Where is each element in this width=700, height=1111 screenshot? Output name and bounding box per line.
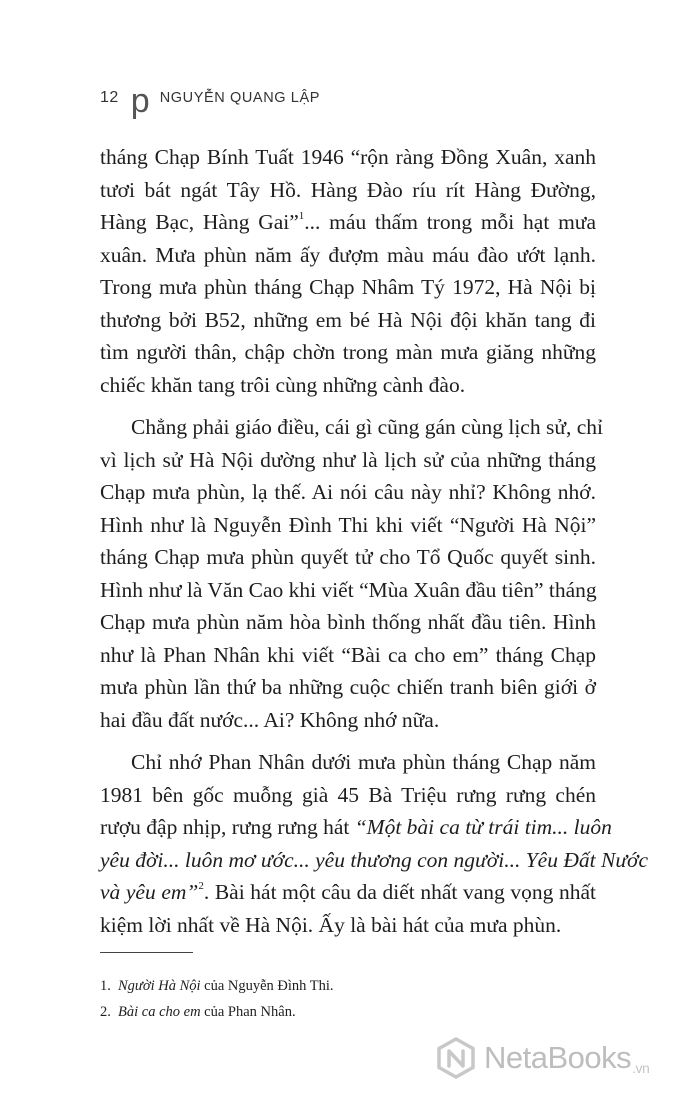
netabooks-logo-icon (434, 1036, 478, 1080)
text-line: 1981 bên gốc muỗng già 45 Bà Triệu rưng rưng chén (100, 782, 596, 807)
text-line (100, 844, 649, 877)
text-run: Hàng Bạc, Hàng Gai” (100, 210, 299, 234)
footnote-1 (100, 973, 596, 999)
text-run: . Bài hát một câu da diết nhất vang vọng nhất (203, 880, 596, 904)
footnote-number: 1. (100, 978, 111, 994)
text-line: Trong mưa phùn tháng Chạp Nhâm Tý 1972, Hà Nội bị (100, 275, 596, 299)
text-line: Hình như là Nguyễn Đình Thi khi viết “Người Hà Nội” (100, 512, 596, 537)
footnote-ref-2[interactable]: 2 (198, 879, 204, 892)
watermark-suffix: .vn (632, 1060, 650, 1076)
text-line: Chạp mưa phùn năm hòa bình thống nhất đầu tiên. Hình (100, 610, 596, 634)
text-line: Chạp mưa phùn, lạ thế. Ai nói câu này nhỉ? Không nhớ. (100, 480, 596, 504)
text-line: tháng Chạp Bính Tuất 1946 “rộn ràng Đồng Xuân, xanh (100, 145, 596, 169)
watermark (434, 1036, 649, 1080)
text-line: Hình như là Văn Cao khi viết “Mùa Xuân đầu tiên” tháng (100, 577, 597, 602)
paragraph-2 (100, 411, 603, 736)
text-line: tháng Chạp mưa phùn quyết tử cho Tổ Quốc quyết sinh. (100, 545, 596, 569)
footnote-text: của Nguyễn Đình Thi. (200, 978, 334, 994)
text-line: Chỉ nhớ Phan Nhân dưới mưa phùn tháng Chạp năm (131, 750, 596, 774)
text-run: ... máu thấm trong mỗi hạt mưa (304, 210, 596, 234)
text-line: thương bởi B52, những em bé Hà Nội đội khăn tang đi (100, 307, 596, 332)
footnotes (100, 973, 596, 1025)
text-line: chiếc khăn tang trôi cùng những cành đào. (100, 372, 466, 397)
footnote-ref-1[interactable]: 1 (298, 209, 305, 222)
song-quote: “Một bài ca từ trái tim... luôn (354, 815, 612, 839)
text-line: xuân. Mưa phùn năm ấy đượm màu máu đào ướt lạnh. (100, 242, 596, 267)
text-run: rượu đập nhịp, rưng rưng hát (100, 815, 355, 839)
page-number: 12 (100, 89, 119, 106)
text-line (100, 206, 596, 239)
running-head (100, 78, 320, 118)
text-line: tìm người thân, chập chờn trong màn mưa giăng những (100, 340, 596, 364)
text-line (100, 811, 612, 844)
song-quote: và yêu em” (100, 880, 199, 904)
footnote-2 (100, 999, 596, 1025)
paragraph-1 (100, 141, 596, 401)
header-author: NGUYỄN QUANG LẬP (159, 90, 320, 106)
paragraph-3 (100, 746, 649, 941)
watermark-brand: NetaBooks (484, 1040, 632, 1075)
text-line: kiệm lời nhất về Hà Nội. Ấy là bài hát của mưa phùn. (100, 912, 562, 937)
footnote-number: 2. (100, 1004, 111, 1020)
footnote-divider (100, 952, 193, 953)
text-line: vì lịch sử Hà Nội dường như là lịch sử của những tháng (100, 447, 596, 472)
footnote-title: Người Hà Nội (118, 978, 201, 994)
body-text (100, 141, 649, 941)
text-line (100, 876, 596, 909)
text-line: mưa phùn lần thứ ba những cuộc chiến tranh biên giới ở (100, 675, 596, 699)
text-line: như là Phan Nhân khi viết “Bài ca cho em” tháng Chạp (100, 642, 596, 667)
text-line: tươi bát ngát Tây Hồ. Hàng Đào ríu rít Hàng Đường, (100, 177, 596, 202)
song-quote: yêu đời... luôn mơ ước... yêu thương con người... Yêu Đất Nước (100, 847, 649, 872)
text-line: hai đầu đất nước... Ai? Không nhớ nữa. (100, 707, 440, 732)
text-line: Chẳng phải giáo điều, cái gì cũng gán cùng lịch sử, chỉ (131, 415, 603, 439)
footnote-title: Bài ca cho em (118, 1004, 201, 1020)
header-ornament: p (130, 82, 150, 120)
footnote-text: của Phan Nhân. (200, 1004, 296, 1020)
